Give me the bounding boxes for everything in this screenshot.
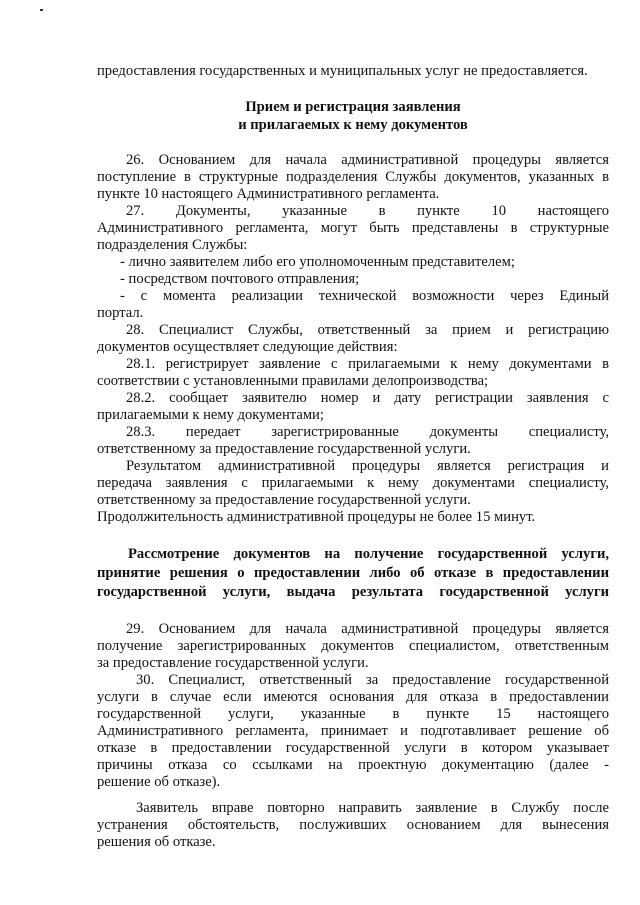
paragraph-line: 28.2. сообщает заявителю номер и дату регистрации заявления с xyxy=(126,390,609,406)
paragraph-line: Продолжительность административной процедуры не более 15 минут. xyxy=(97,509,536,525)
paragraph-line: пункте 10 настоящего Административного регламента. xyxy=(97,186,440,202)
paragraph-line: 29. Основанием для начала административной процедуры является xyxy=(126,621,609,637)
paragraph-line: 27. Документы, указанные в пункте 10 настоящего xyxy=(126,203,609,219)
section2-title-line: государственной услуги, выдача результата государственной услуги xyxy=(97,584,609,600)
paragraph-line: передача заявления с прилагаемыми к нему документами специалисту, xyxy=(97,475,609,491)
paragraph-line: - посредством почтового отправления; xyxy=(120,271,360,287)
paragraph-line: подразделения Службы: xyxy=(97,237,248,253)
paragraph-line: 28. Специалист Службы, ответственный за прием и регистрацию xyxy=(126,322,609,338)
paragraph-line: за предоставление государственной услуги. xyxy=(97,655,369,671)
paragraph-line: документов осуществляет следующие действия: xyxy=(97,339,398,355)
paragraph-line: соответствии с установленными правилами делопроизводства; xyxy=(97,373,489,389)
paragraph-line: решение об отказе). xyxy=(97,774,221,790)
scan-mark xyxy=(40,9,43,11)
paragraph-line: портал. xyxy=(97,305,144,321)
paragraph-line: получение зарегистрированных документов специалистом, ответственным xyxy=(97,638,609,654)
paragraph-line: - с момента реализации технической возможности через Единый xyxy=(120,288,609,304)
paragraph-line: 26. Основанием для начала административной процедуры является xyxy=(126,152,609,168)
section1-title-line: Прием и регистрация заявления xyxy=(245,99,461,115)
paragraph-line: Административного регламента, принимает и подготавливает решение об xyxy=(97,723,609,739)
paragraph-line: отказе в предоставлении государственной услуги в котором указывает xyxy=(97,740,609,756)
paragraph-line: поступление в структурные подразделения Службы документов, указанных в xyxy=(97,169,609,185)
paragraph-line: решения об отказе. xyxy=(97,834,216,850)
paragraph-line: ответственному за предоставление государственной услуги. xyxy=(97,441,471,457)
section1-title-line: и прилагаемых к нему документов xyxy=(238,117,468,133)
paragraph-line: 28.3. передает зарегистрированные документы специалисту, xyxy=(126,424,609,440)
section2-title-line: принятие решения о предоставлении либо об отказе в предоставлении xyxy=(97,565,609,581)
top-line: предоставления государственных и муниципальных услуг не предоставляется. xyxy=(97,63,588,79)
paragraph-line: Административного регламента, могут быть представлены в структурные xyxy=(97,220,609,236)
paragraph-line: Результатом административной процедуры является регистрация и xyxy=(126,458,609,474)
paragraph-line: государственной услуги, указанные в пункте 15 настоящего xyxy=(97,706,609,722)
paragraph-line: устранения обстоятельств, послуживших основанием для вынесения xyxy=(97,817,609,833)
section2-title-line: Рассмотрение документов на получение государственной услуги, xyxy=(128,546,609,562)
paragraph-line: причины отказа со ссылками на проектную документацию (далее - xyxy=(97,757,609,773)
paragraph-line: 30. Специалист, ответственный за предоставление государственной xyxy=(136,672,609,688)
paragraph-line: прилагаемыми к нему документами; xyxy=(97,407,324,423)
paragraph-line: 28.1. регистрирует заявление с прилагаемыми к нему документами в xyxy=(126,356,609,372)
paragraph-line: - лично заявителем либо его уполномоченным представителем; xyxy=(120,254,515,270)
paragraph-line: ответственному за предоставление государственной услуги. xyxy=(97,492,471,508)
paragraph-line: услуги в случае если имеются основания для отказа в предоставлении xyxy=(97,689,609,705)
paragraph-line: Заявитель вправе повторно направить заявление в Службу после xyxy=(136,800,609,816)
